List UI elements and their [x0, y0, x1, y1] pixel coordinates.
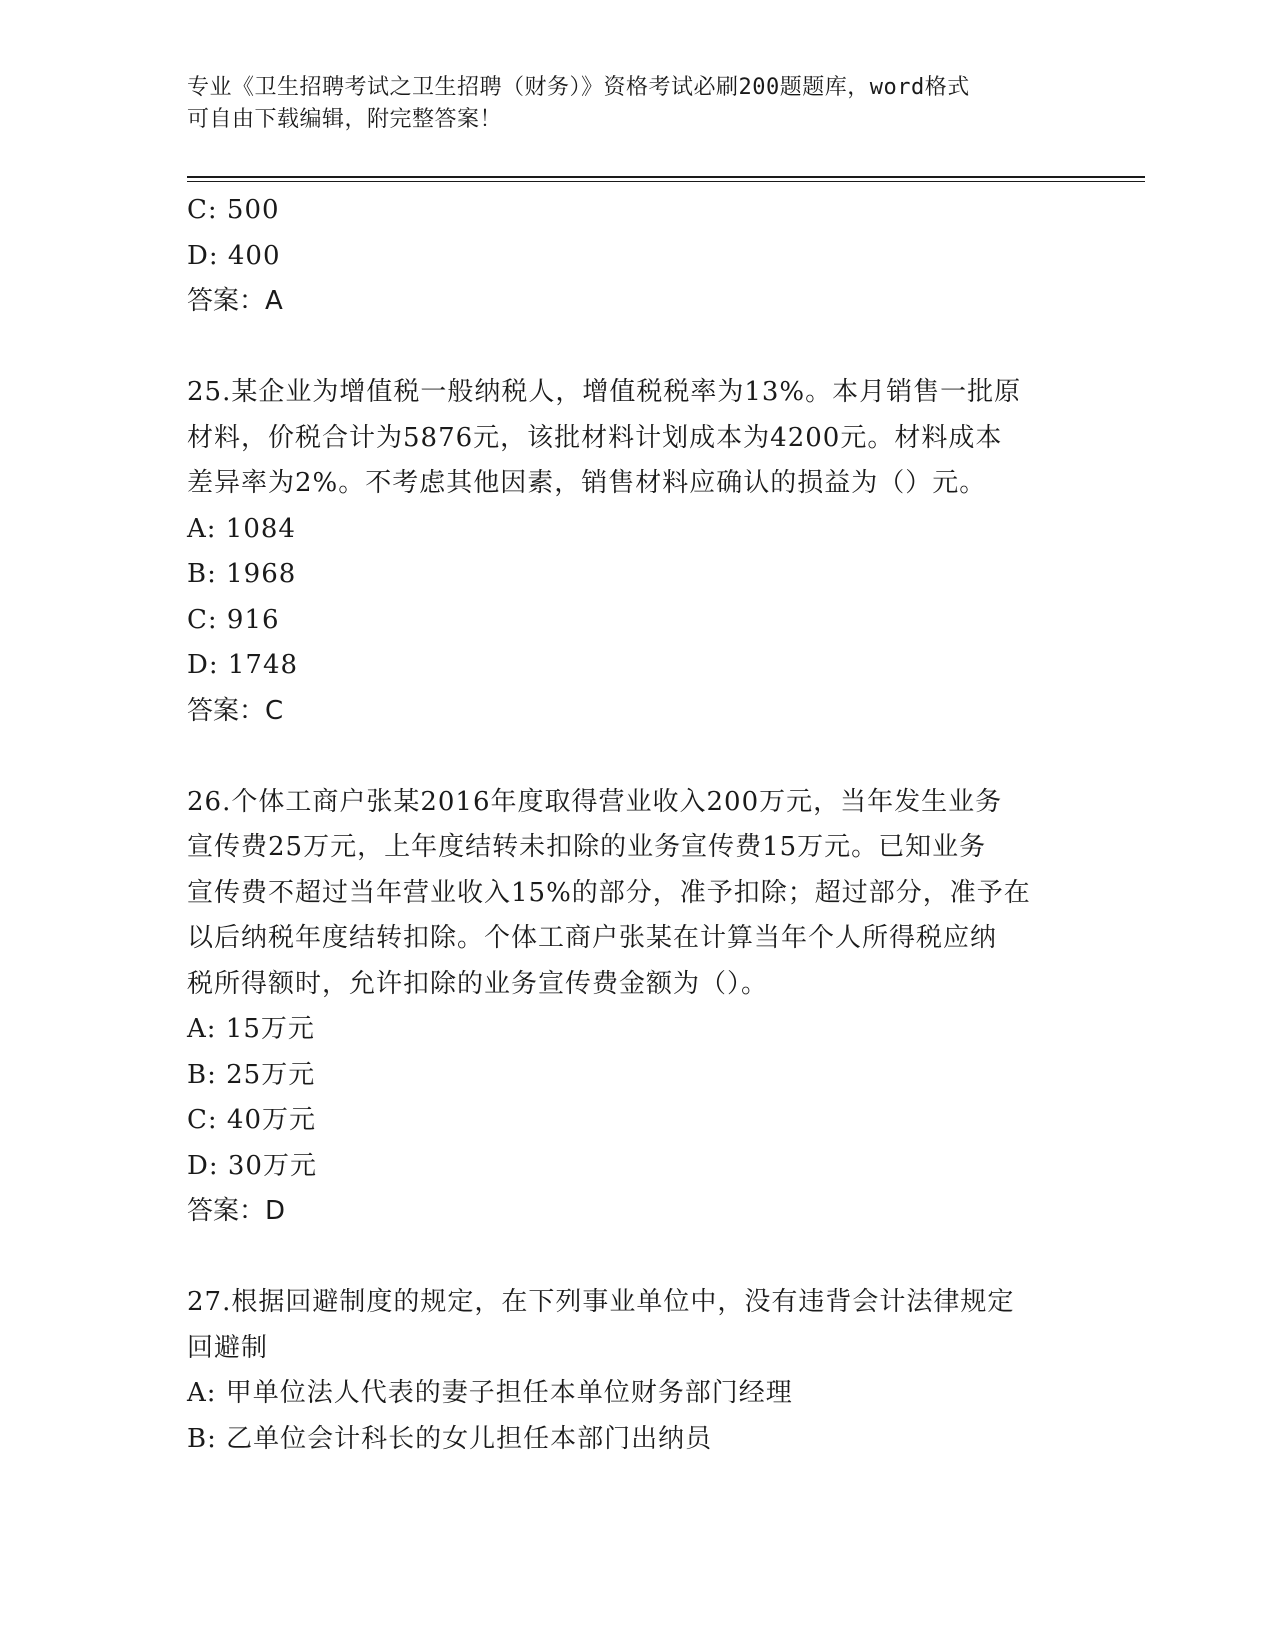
answer-line: 答案：A	[187, 286, 283, 316]
question-24-tail	[187, 188, 1087, 325]
answer-line: 答案：D	[187, 1196, 286, 1226]
option-a: A: 1084	[187, 513, 296, 544]
question-25	[187, 370, 1087, 734]
option-b: B: 1968	[187, 559, 297, 589]
question-stem-line: 回避制	[187, 1332, 269, 1363]
option-b: B: 乙单位会计科长的女儿担任本部门出纳员	[187, 1423, 713, 1454]
question-stem-line: 税所得额时，允许扣除的业务宣传费金额为（）。	[187, 968, 769, 999]
header-line-2: 可自由下载编辑，附完整答案！	[187, 107, 503, 132]
option-d: D: 30万元	[187, 1150, 317, 1181]
question-26	[187, 780, 1087, 1235]
option-c: C: 40万元	[187, 1105, 317, 1135]
option-c: C: 916	[187, 604, 280, 635]
option-b: B: 25万元	[187, 1059, 316, 1090]
document-header	[187, 72, 1087, 136]
spacer	[187, 1235, 1087, 1281]
option-a: A: 15万元	[187, 1014, 315, 1044]
question-stem-line: 材料，价税合计为5876元，该批材料计划成本为4200元。材料成本	[187, 422, 1003, 453]
question-stem-line: 以后纳税年度结转扣除。个体工商户张某在计算当年个人所得税应纳	[187, 923, 998, 953]
option-c: C: 500	[187, 195, 280, 225]
option-d: D: 1748	[187, 650, 299, 680]
header-line-1: 专业《卫生招聘考试之卫生招聘（财务）》资格考试必刷200题题库，word格式	[187, 75, 970, 100]
answer-line: 答案：C	[187, 695, 284, 726]
spacer	[187, 325, 1087, 371]
question-stem-line: 26.个体工商户张某2016年度取得营业收入200万元，当年发生业务	[187, 786, 1003, 817]
question-stem-line: 27.根据回避制度的规定，在下列事业单位中，没有违背会计法律规定	[187, 1287, 1015, 1317]
option-a: A: 甲单位法人代表的妻子担任本单位财务部门经理	[187, 1378, 793, 1408]
option-d: D: 400	[187, 240, 281, 271]
spacer	[187, 734, 1087, 780]
header-divider-thin	[187, 181, 1145, 182]
document-body	[187, 188, 1087, 1462]
question-27	[187, 1280, 1087, 1462]
question-stem-line: 宣传费不超过当年营业收入15%的部分，准予扣除；超过部分，准予在	[187, 877, 1031, 908]
question-stem-line: 25.某企业为增值税一般纳税人，增值税税率为13%。本月销售一批原	[187, 377, 1022, 407]
header-divider-thick	[187, 176, 1145, 178]
question-stem-line: 宣传费25万元，上年度结转未扣除的业务宣传费15万元。已知业务	[187, 832, 987, 862]
question-stem-line: 差异率为2%。不考虑其他因素，销售材料应确认的损益为（）元。	[187, 468, 987, 498]
